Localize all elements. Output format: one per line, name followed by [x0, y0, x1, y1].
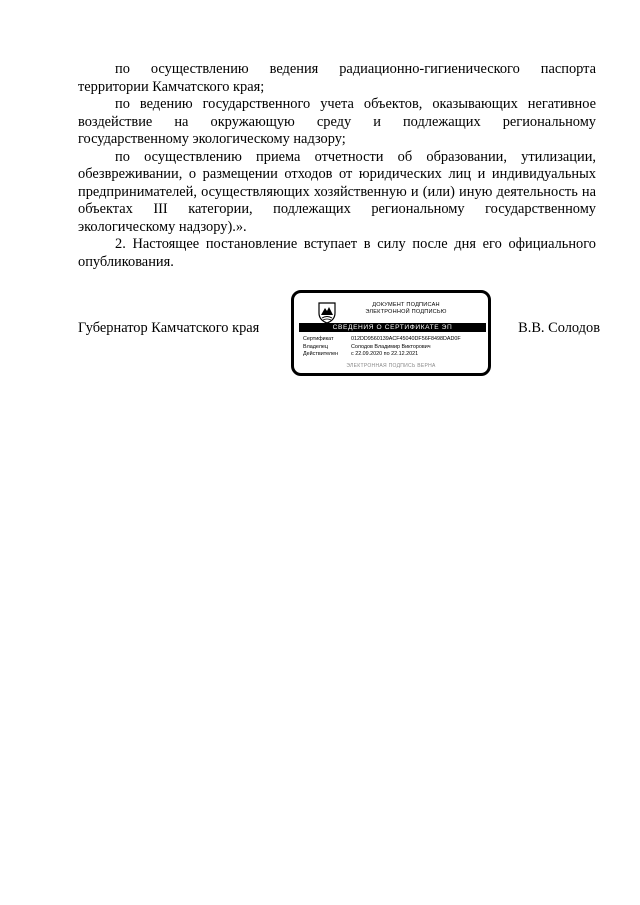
stamp-details — [303, 336, 488, 359]
stamp-row-value: с 22.09.2020 по 22.12.2021 — [351, 351, 419, 357]
stamp-row-label: Сертификат — [303, 336, 334, 342]
stamp-row-value: Солодов Владимир Викторович — [351, 343, 431, 350]
stamp-row-owner — [303, 344, 488, 352]
stamp-footer: ЭЛЕКТРОННАЯ ПОДПИСЬ ВЕРНА — [346, 363, 436, 369]
stamp-row-validity — [303, 351, 488, 359]
stamp-heading-line1: ДОКУМЕНТ ПОДПИСАН — [372, 302, 440, 308]
document-body — [78, 61, 596, 271]
stamp-certificate-band: СВЕДЕНИЯ О СЕРТИФИКАТЕ ЭП — [299, 323, 486, 332]
stamp-heading — [346, 302, 466, 316]
signer-title: Губернатор Камчатского края — [78, 320, 260, 336]
signer-name: В.В. Солодов — [518, 320, 600, 336]
paragraph-entry-into-force: 2. Настоящее постановление вступает в силу после дня его официального опубликования. — [78, 236, 596, 270]
coat-of-arms-icon — [316, 300, 338, 324]
paragraph-radiation-passport: по осуществлению ведения радиационно-гигиенического паспорта территории Камчатского края; — [78, 61, 596, 95]
electronic-signature-stamp — [291, 290, 491, 376]
paragraph-state-registration: по ведению государственного учета объектов, оказывающих негативное воздействие на окружающую среду и подлежащих региональному государственному экологическому надзору; — [78, 96, 596, 147]
stamp-heading-line2: ЭЛЕКТРОННОЙ ПОДПИСЬЮ — [365, 309, 447, 315]
paragraph-waste-reporting: по осуществлению приема отчетности об образовании, утилизации, обезвреживании, о размещении отходов от юридических лиц и индивидуальных предпринимателей, осуществляющих хозяйственную и (или) иную деятельность на объектах III категории, подлежащих региональному государственному экологическому надзору).». — [78, 148, 596, 235]
stamp-row-certificate — [303, 336, 488, 344]
stamp-row-label: Действителен — [303, 351, 339, 357]
signature-block — [78, 289, 600, 381]
stamp-row-label: Владелец — [303, 343, 328, 350]
stamp-row-value: 012DD9560139ACF45040DF56F8498DAD0F — [351, 336, 461, 342]
